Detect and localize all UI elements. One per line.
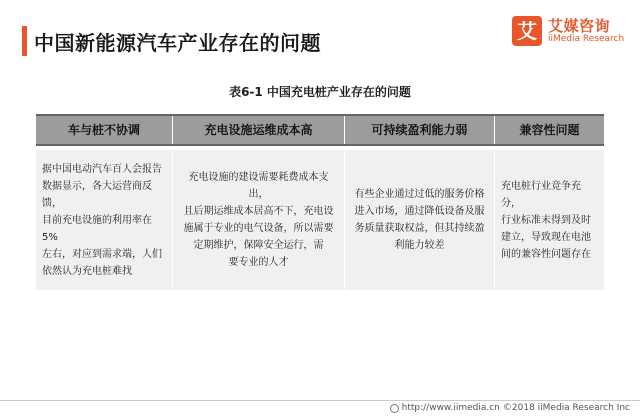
- cell-line: 且后期运维成本居高不下，充电设: [183, 206, 334, 217]
- cell-line: 行业标准未得到及时: [501, 214, 591, 226]
- table-caption: 表6-1 中国充电桩产业存在的问题: [229, 85, 411, 99]
- table-cell: [494, 150, 604, 290]
- cell-line: 左右，对应到需求端，人们: [42, 248, 162, 260]
- logo-name-en: iiMedia Research: [548, 34, 625, 44]
- title-accent-bar: [22, 26, 27, 56]
- column-header: 可持续盈利能力弱: [344, 116, 494, 144]
- footer-divider: [0, 400, 640, 401]
- brand-logo: [512, 14, 630, 50]
- cell-line: 有些企业通过过低的服务价格: [354, 189, 485, 200]
- footer-url[interactable]: http://www.iimedia.cn: [401, 403, 500, 413]
- logo-mark-icon: [512, 16, 542, 46]
- cell-line: 要专业的人才: [228, 257, 289, 268]
- column-header: 兼容性问题: [494, 116, 604, 144]
- table-cell: [344, 150, 494, 290]
- cell-line: 数据显示，各大运营商反馈，: [42, 180, 152, 209]
- cell-line: 据中国电动汽车百人会报告: [42, 163, 162, 175]
- cell-line: 间的兼容性问题存在: [501, 248, 591, 260]
- footer: [390, 403, 630, 413]
- table-header-row: [36, 114, 604, 146]
- cell-line: 施属于专业的电气设备，所以需要: [183, 223, 334, 234]
- cell-line: 目前充电设施的利用率在5%: [42, 214, 152, 243]
- cell-line: 务质量获取权益，但其持续盈: [354, 223, 485, 234]
- logo-name-cn: 艾媒咨询: [548, 17, 611, 35]
- cell-line: 进入市场，通过降低设备及服: [354, 206, 485, 217]
- globe-icon: [390, 404, 399, 413]
- column-header: 充电设施运维成本高: [172, 116, 344, 144]
- column-header: 车与桩不协调: [67, 123, 140, 137]
- cell-line: 定期维护，保障安全运行，需: [193, 240, 324, 251]
- logo-mark-glyph: 艾: [517, 19, 537, 43]
- table-cell: [172, 150, 344, 290]
- cell-line: 充电桩行业竞争充分，: [501, 180, 581, 209]
- table-cell: [36, 150, 172, 290]
- cell-line: 充电设施的建设需要耗费成本支出，: [188, 172, 329, 200]
- cell-line: 利能力较差: [394, 240, 445, 251]
- table-body-row: [36, 150, 604, 290]
- footer-copyright: ©2018 iiMedia Research Inc: [502, 403, 630, 413]
- cell-line: 建立，导致现在电池: [501, 231, 591, 243]
- cell-line: 依然认为充电桩难找: [42, 265, 132, 277]
- page-title: 中国新能源汽车产业存在的问题: [34, 31, 321, 55]
